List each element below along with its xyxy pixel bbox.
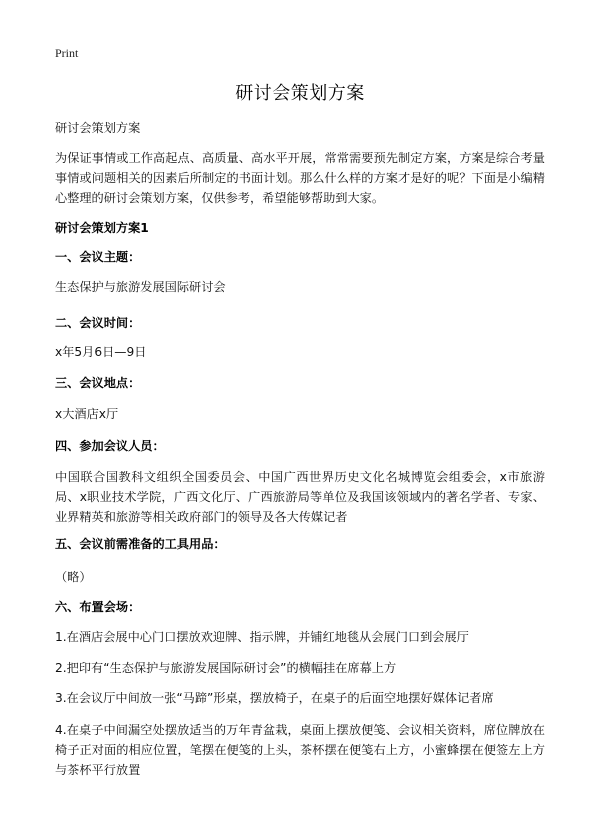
venue-step-1: 1.在酒店会展中心门口摆放欢迎牌、指示牌，并铺红地毯从会展门口到会展厅	[55, 630, 469, 644]
plan-heading: 研讨会策划方案1	[55, 221, 149, 235]
section-heading-theme: 一、会议主题：	[55, 250, 141, 264]
venue-step-2: 2.把印有“生态保护与旅游发展国际研讨会”的横幅挂在席幕上方	[55, 661, 397, 675]
section-content-tools: （略）	[55, 570, 92, 584]
venue-step-4: 4.在桌子中间漏空处摆放适当的万年青盆栽，桌面上摆放便笺、会议相关资料，席位牌放在椅子正对面的相应位置，笔摆在便笺的上头，茶杯摆在便笺右上方，小蜜蜂摆在便签左上方与茶杯平行放置	[55, 723, 545, 777]
print-link[interactable]: Print	[55, 46, 79, 60]
document-subtitle: 研讨会策划方案	[55, 121, 141, 135]
venue-step-3: 3.在会议厅中间放一张“马蹄”形桌，摆放椅子，在桌子的后面空地摆好媒体记者席	[55, 691, 494, 705]
intro-paragraph: 为保证事情或工作高起点、高质量、高水平开展，常常需要预先制定方案，方案是综合考量事情或问题相关的因素后所制定的书面计划。那么什么样的方案才是好的呢？下面是小编精心整理的研讨会策划方案，仅供参考，希望能够帮助到大家。	[55, 151, 545, 205]
section-heading-tools: 五、会议前需准备的工具用品：	[55, 537, 226, 551]
section-content-place: x大酒店x厅	[55, 407, 119, 421]
page-title: 研讨会策划方案	[235, 83, 365, 104]
section-heading-venue: 六、布置会场：	[55, 600, 141, 614]
section-content-theme: 生态保护与旅游发展国际研讨会	[55, 280, 226, 294]
section-heading-place: 三、会议地点：	[55, 376, 141, 390]
section-content-attendees: 中国联合国教科文组织全国委员会、中国广西世界历史文化名城博览会组委会，x市旅游局、x职业技术学院，广西文化厅、广西旅游局等单位及我国该领域内的著名学者、专家、业界精英和旅游等相关政府部门的领导及各大传媒记者	[55, 470, 545, 524]
section-heading-attendees: 四、参加会议人员：	[55, 439, 165, 453]
section-content-time: x年5月6日—9日	[55, 345, 147, 359]
section-heading-time: 二、会议时间：	[55, 316, 141, 330]
